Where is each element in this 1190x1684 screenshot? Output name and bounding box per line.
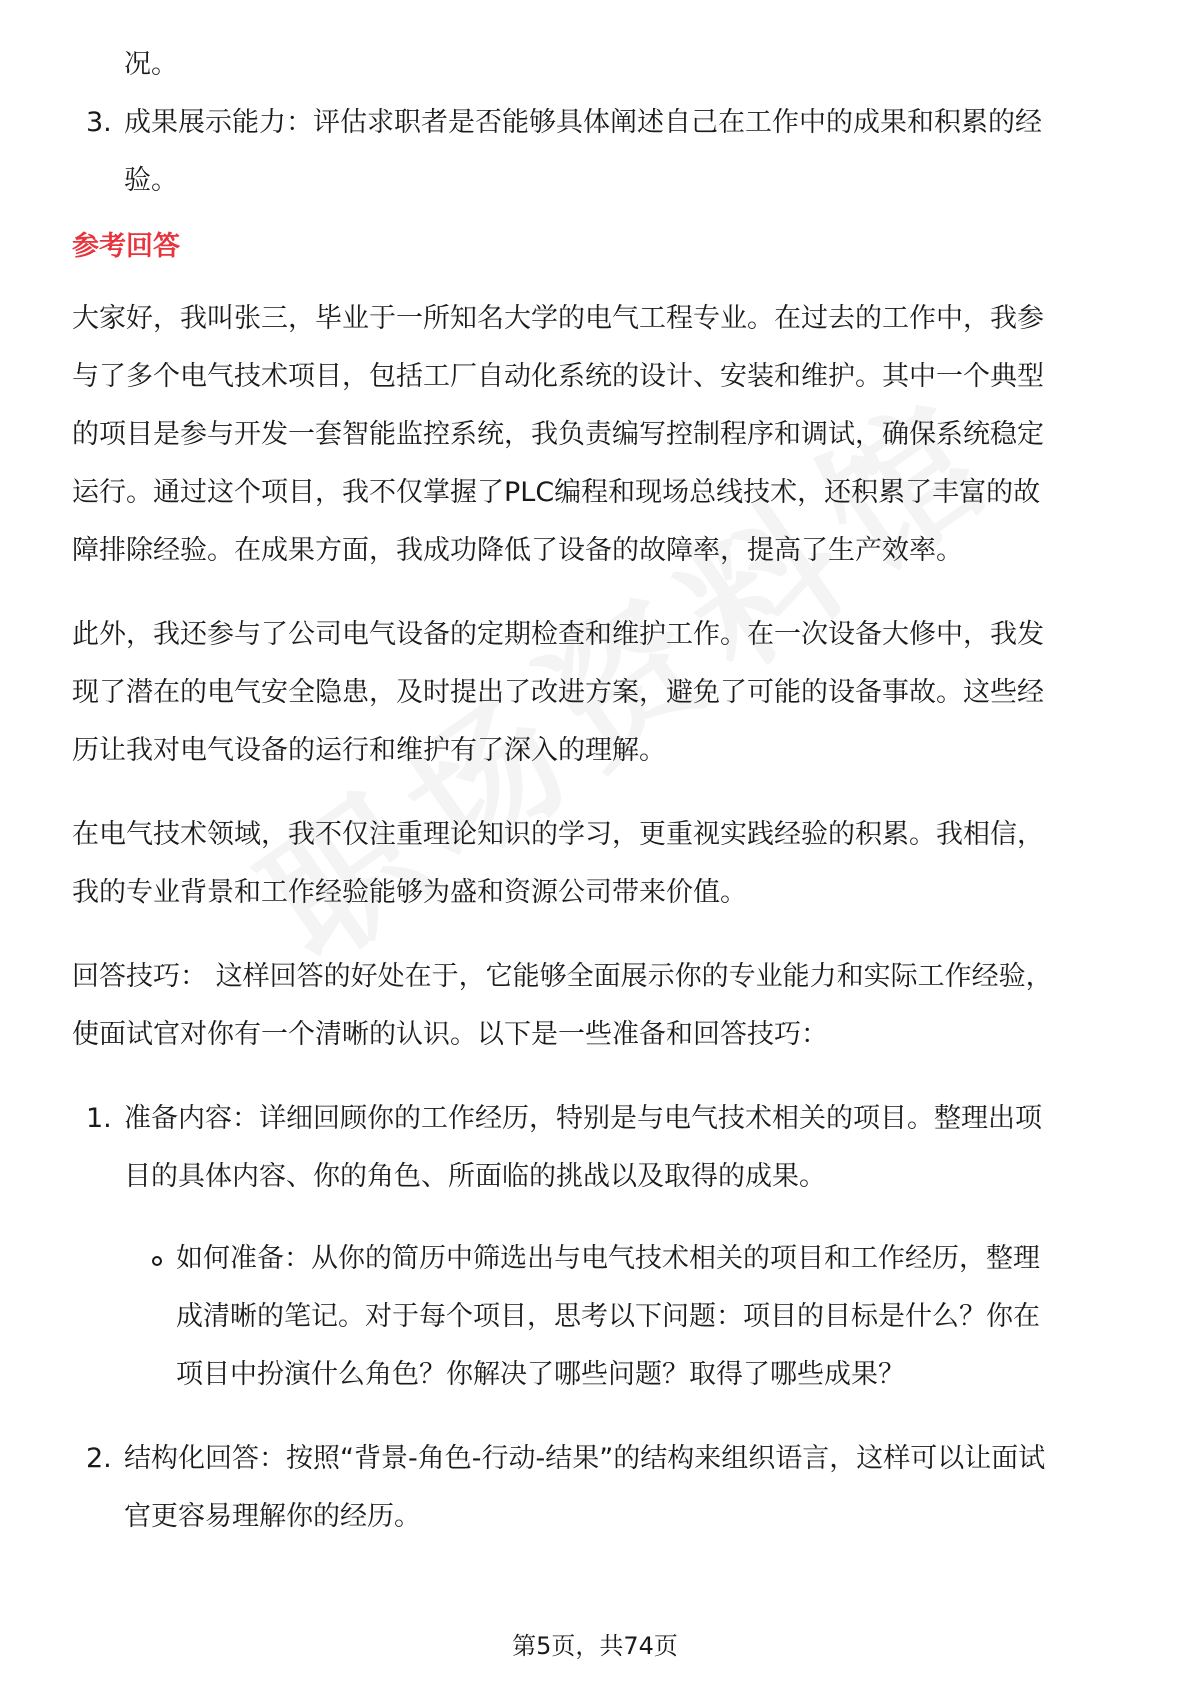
list-item-3 xyxy=(72,94,1122,210)
paragraph-line: 回答技巧： 这样回答的好处在于，它能够全面展示你的专业能力和实际工作经验， xyxy=(72,961,1053,992)
paragraph-line: 此外，我还参与了公司电气设备的定期检查和维护工作。在一次设备大修中，我发 xyxy=(72,619,1044,650)
paragraph-line: 障排除经验。在成果方面，我成功降低了设备的故障率，提高了生产效率。 xyxy=(72,535,963,566)
page-content xyxy=(72,36,1122,1546)
list-line: 结构化回答：按照“背景-角色-行动-结果”的结构来组织语言，这样可以让面试 xyxy=(124,1443,1046,1474)
paragraph-3 xyxy=(72,806,1122,922)
list-line: 目的具体内容、你的角色、所面临的挑战以及取得的成果。 xyxy=(124,1161,826,1192)
paragraph-line: 在电气技术领域，我不仅注重理论知识的学习，更重视实践经验的积累。我相信， xyxy=(72,819,1044,850)
list-item-continued-line: 况。 xyxy=(124,49,178,80)
section-heading: 参考回答 xyxy=(72,231,180,262)
paragraph-line: 历让我对电气设备的运行和维护有了深入的理解。 xyxy=(72,735,666,766)
list-number: 1. xyxy=(86,1103,112,1134)
paragraph-2 xyxy=(72,606,1122,780)
paragraph-line: 大家好，我叫张三，毕业于一所知名大学的电气工程专业。在过去的工作中，我参 xyxy=(72,303,1044,334)
sub-line: 成清晰的笔记。对于每个项目，思考以下问题：项目的目标是什么？你在 xyxy=(176,1301,1040,1332)
paragraph-1 xyxy=(72,290,1122,580)
sub-line: 如何准备：从你的简历中筛选出与电气技术相关的项目和工作经历，整理 xyxy=(176,1243,1040,1274)
sub-line: 项目中扮演什么角色？你解决了哪些问题？取得了哪些成果？ xyxy=(176,1359,905,1390)
paragraph-line: 运行。通过这个项目，我不仅掌握了PLC编程和现场总线技术，还积累了丰富的故 xyxy=(72,477,1041,508)
paragraph-line: 使面试官对你有一个清晰的认识。以下是一些准备和回答技巧： xyxy=(72,1019,828,1050)
paragraph-4 xyxy=(72,948,1122,1064)
tips-item-1 xyxy=(72,1090,1122,1206)
tips-sub-item xyxy=(72,1230,1122,1404)
list-number: 3. xyxy=(86,107,112,138)
paragraph-line: 现了潜在的电气安全隐患，及时提出了改进方案，避免了可能的设备事故。这些经 xyxy=(72,677,1044,708)
circle-bullet-icon xyxy=(152,1256,162,1266)
tips-item-2 xyxy=(72,1430,1122,1546)
list-line: 验。 xyxy=(124,165,178,196)
paragraph-line: 的项目是参与开发一套智能监控系统，我负责编写控制程序和调试，确保系统稳定 xyxy=(72,419,1044,450)
list-line: 准备内容：详细回顾你的工作经历，特别是与电气技术相关的项目。整理出项 xyxy=(124,1103,1042,1134)
paragraph-line: 我的专业背景和工作经验能够为盛和资源公司带来价值。 xyxy=(72,877,747,908)
paragraph-line: 与了多个电气技术项目，包括工厂自动化系统的设计、安装和维护。其中一个典型 xyxy=(72,361,1044,392)
list-line: 官更容易理解你的经历。 xyxy=(124,1501,421,1532)
list-number: 2. xyxy=(86,1443,112,1474)
list-line: 成果展示能力：评估求职者是否能够具体阐述自己在工作中的成果和积累的经 xyxy=(124,107,1042,138)
page-footer: 第5页，共74页 xyxy=(512,1632,678,1660)
list-item-continued xyxy=(72,36,1122,94)
